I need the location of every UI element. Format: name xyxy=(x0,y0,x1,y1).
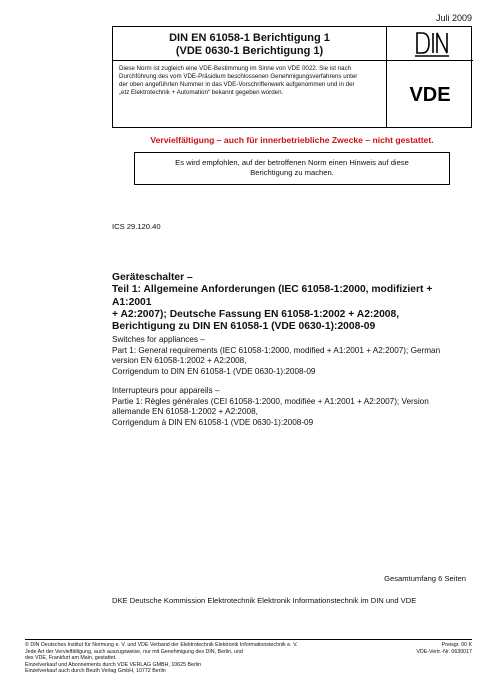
dke-line: DKE Deutsche Kommission Elektrotechnik Elektronik Informationstechnik im DIN und VDE xyxy=(112,596,417,605)
en-title-line: version EN 61058-1:2002 + A2:2008, xyxy=(112,356,247,365)
en-title-line: Corrigendum to DIN EN 61058-1 (VDE 0630-1):2008-09 xyxy=(112,366,316,376)
footer-copyright xyxy=(25,642,385,675)
note-line: Durchführung des vom VDE-Präsidium beschlossenen Genehmigungsverfahrens unter xyxy=(119,73,358,80)
footer-line: Einzelverkauf auch durch Beuth Verlag GmbH, 10772 Berlin xyxy=(25,668,166,675)
vde-logo xyxy=(387,61,473,127)
ics-code: ICS 29.120.40 xyxy=(112,222,161,231)
title-line-1: DIN EN 61058-1 Berichtigung 1 xyxy=(169,32,330,44)
price-line: Preisgr. 00 K xyxy=(441,642,472,648)
footer-line: des VDE, Frankfurt am Main, gestattet. xyxy=(25,655,117,662)
de-title-line: Berichtigung zu DIN EN 61058-1 (VDE 0630-1):2008-09 xyxy=(112,321,376,333)
vde-regulation-note xyxy=(113,61,387,127)
footer-line: © DIN Deutsches Institut für Normung e. V. und VDE Verband der Elektrotechnik Elektronik Informationstechnik e. V. xyxy=(25,642,298,648)
french-title xyxy=(112,386,472,428)
note-line: „etz Elektrotechnik + Automation“ bekannt gegeben worden. xyxy=(119,89,284,96)
header-box xyxy=(112,26,472,128)
german-title xyxy=(112,272,472,333)
title-line-2: (VDE 0630-1 Berichtigung 1) xyxy=(175,45,324,57)
svg-text:VDE: VDE xyxy=(409,84,451,106)
total-pages: Gesamtumfang 6 Seiten xyxy=(384,574,466,583)
vde-number-line: VDE-Vertr.-Nr. 0630017 xyxy=(416,648,472,655)
document-title xyxy=(113,27,387,61)
fr-title-line: Corrigendum à DIN EN 61058-1 (VDE 0630-1):2008-09 xyxy=(112,417,314,427)
issue-date: Juli 2009 xyxy=(435,13,472,23)
din-logo xyxy=(387,27,473,61)
en-title-line: Part 1: General requirements (IEC 61058-1:2000, modified + A1:2001 + A2:2007); German xyxy=(112,345,441,355)
english-title xyxy=(112,335,472,377)
en-title-line: Switches for appliances – xyxy=(112,335,205,344)
copy-warning: Vervielfältigung – auch für innerbetriebliche Zwecke – nicht gestattet. xyxy=(150,135,434,145)
note-line: der oben angeführten Nummer in das VDE-Vorschriftenwerk aufgenommen und in der xyxy=(119,81,355,88)
de-title-line: Geräteschalter – xyxy=(112,272,193,283)
note-line: Diese Norm ist zugleich eine VDE-Bestimmung im Sinne von VDE 0022. Sie ist nach xyxy=(119,65,352,72)
fr-title-line: allemande EN 61058-1:2002 + A2:2008, xyxy=(112,407,258,416)
footer-line: Jede Art der Vervielfältigung, auch auszugsweise, nur mit Genehmigung des DIN, Berlin, und xyxy=(25,648,243,655)
price-group xyxy=(416,642,472,655)
footer-line: Einzelverkauf und Abonnements durch VDE VERLAG GMBH, 10625 Berlin xyxy=(25,661,202,668)
footer-divider xyxy=(25,639,472,640)
fr-title-line: Partie 1: Règles générales (CEI 61058-1:2000, modifiée + A1:2001 + A2:2007); Version xyxy=(112,396,429,406)
de-title-line: + A2:2007); Deutsche Fassung EN 61058-1:2002 + A2:2008, xyxy=(112,308,400,320)
de-title-line: Teil 1: Allgemeine Anforderungen (IEC 61058-1:2000, modifiziert + A1:2001 xyxy=(112,284,433,308)
recommendation-box xyxy=(134,152,450,185)
fr-title-line: Interrupteurs pour appareils – xyxy=(112,386,220,395)
notice-line: Berichtigung zu machen. xyxy=(250,168,334,177)
notice-line: Es wird empfohlen, auf der betroffenen Norm einen Hinweis auf diese xyxy=(175,158,409,167)
